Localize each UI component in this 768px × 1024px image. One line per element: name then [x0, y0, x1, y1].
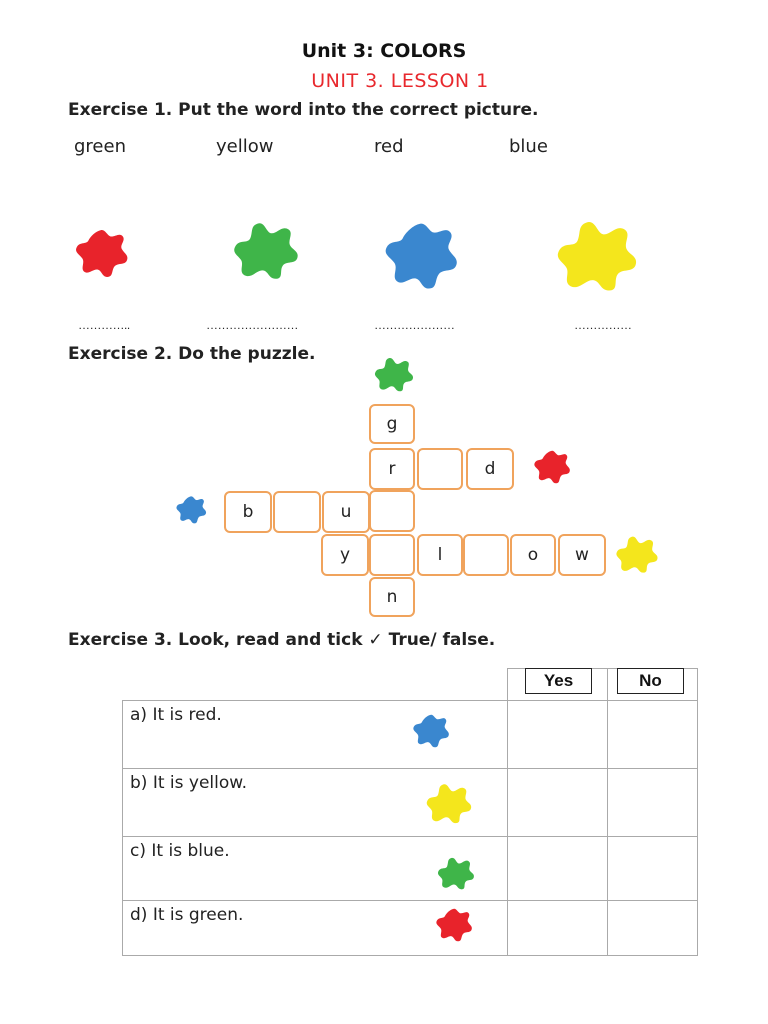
tick-cell-c-yes[interactable]	[508, 837, 607, 900]
puzzle-cell-blue-2[interactable]	[273, 491, 321, 533]
puzzle-cell-green-2[interactable]: r	[369, 448, 415, 490]
word-yellow: yellow	[216, 136, 274, 157]
statement-c: c) It is blue.	[130, 841, 230, 861]
puzzle-cell-yellow-3[interactable]: l	[417, 534, 463, 576]
word-green: green	[74, 136, 126, 157]
red-paint-splat-icon	[530, 448, 576, 484]
answer-blank-2[interactable]: ……………………	[206, 318, 298, 332]
statement-b: b) It is yellow.	[130, 773, 248, 793]
yellow-paint-splat-icon	[616, 534, 658, 574]
green-paint-splat-icon	[372, 356, 416, 392]
red-paint-splat-icon	[432, 906, 478, 942]
lesson-subtitle: UNIT 3. LESSON 1	[311, 70, 489, 92]
tick-cell-c-no[interactable]	[608, 837, 697, 900]
column-header-no: No	[617, 668, 684, 694]
answer-blank-1[interactable]: …………..	[78, 318, 130, 332]
puzzle-cell-green-1[interactable]: g	[369, 404, 415, 444]
table-border-bottom	[122, 955, 698, 956]
word-blue: blue	[509, 136, 548, 157]
green-paint-splat-icon	[436, 856, 476, 890]
puzzle-cell-red-2[interactable]	[417, 448, 463, 490]
puzzle-cell-blue-3[interactable]: u	[322, 491, 370, 533]
column-header-yes: Yes	[525, 668, 592, 694]
blue-paint-splat-icon	[380, 218, 466, 290]
puzzle-cell-yellow-4[interactable]	[463, 534, 509, 576]
yellow-paint-splat-icon	[556, 218, 638, 292]
answer-blank-4[interactable]: ……………	[574, 318, 632, 332]
puzzle-cell-yellow-5[interactable]: o	[510, 534, 556, 576]
statement-d: d) It is green.	[130, 905, 244, 925]
tick-cell-a-yes[interactable]	[508, 701, 607, 768]
answer-blank-3[interactable]: …………………	[374, 318, 455, 332]
puzzle-cell-yellow-1[interactable]: y	[321, 534, 369, 576]
puzzle-cell-green-4[interactable]	[369, 534, 415, 576]
exercise-1-heading: Exercise 1. Put the word into the correct picture.	[68, 100, 539, 120]
tick-cell-a-no[interactable]	[608, 701, 697, 768]
blue-paint-splat-icon	[174, 494, 210, 524]
puzzle-cell-red-3[interactable]: d	[466, 448, 514, 490]
exercise-2-heading: Exercise 2. Do the puzzle.	[68, 344, 316, 364]
puzzle-cell-green-5[interactable]: n	[369, 577, 415, 617]
red-paint-splat-icon	[72, 226, 134, 278]
puzzle-cell-blue-1[interactable]: b	[224, 491, 272, 533]
puzzle-cell-green-3[interactable]	[369, 490, 415, 532]
tick-cell-b-yes[interactable]	[508, 769, 607, 836]
word-red: red	[374, 136, 404, 157]
blue-paint-splat-icon	[410, 712, 454, 748]
puzzle-cell-yellow-6[interactable]: w	[558, 534, 606, 576]
statement-a: a) It is red.	[130, 705, 222, 725]
tick-cell-d-yes[interactable]	[508, 901, 607, 955]
exercise-3-heading: Exercise 3. Look, read and tick ✓ True/ false.	[68, 630, 496, 650]
table-border-left	[122, 700, 123, 956]
table-border-right	[697, 668, 698, 956]
page-title: Unit 3: COLORS	[301, 40, 467, 62]
yellow-paint-splat-icon	[426, 782, 472, 824]
green-paint-splat-icon	[228, 220, 304, 280]
tick-cell-d-no[interactable]	[608, 901, 697, 955]
tick-cell-b-no[interactable]	[608, 769, 697, 836]
